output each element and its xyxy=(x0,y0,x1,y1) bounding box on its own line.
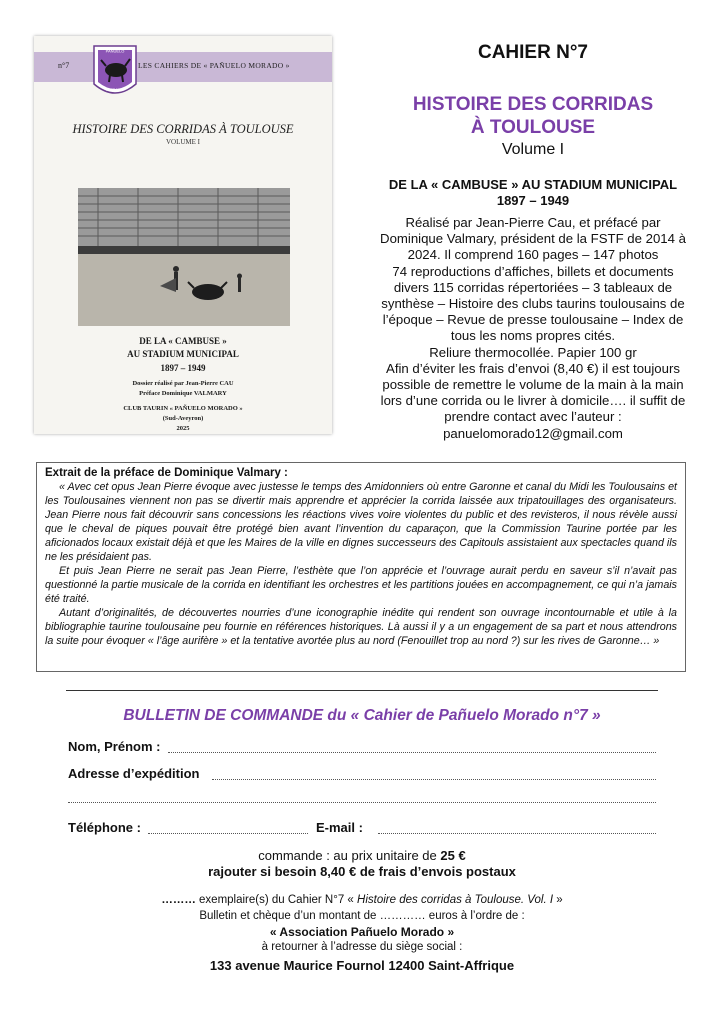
copies-text: exemplaire(s) du Cahier N°7 « xyxy=(195,894,358,906)
cover-years: 1897 – 1949 xyxy=(160,363,206,373)
cover-credit-1: Dossier réalisé par Jean-Pierre CAU xyxy=(132,380,234,387)
description-line: Reliure thermocollée. Papier 100 gr xyxy=(429,344,637,360)
address-field[interactable] xyxy=(212,779,656,780)
preface-heading: Extrait de la préface de Dominique Valmary : xyxy=(45,467,288,479)
club-logo-icon xyxy=(92,44,138,100)
preface-paragraph: Et puis Jean Pierre ne serait pas Jean Pierre, l’esthète que l’on apprécie et l’ouvrage aurait perdu en saveur s’il n’avait pas questionné la partie musicale de la corrida en identifiant les orchestres et les partitions jouées en accompagnement, ce qui n’a jamais été traité. xyxy=(45,565,677,605)
description-line: 2024. Il comprend 160 pages – 147 photos xyxy=(407,247,659,263)
main-title-line-1: HISTOIRE DES CORRIDAS xyxy=(412,94,654,115)
cover-volume: VOLUME I xyxy=(165,138,201,146)
description-line: Afin d’éviter les frais d’envoi (8,40 €) il est toujours xyxy=(386,360,680,376)
description-line: possible de remettre le volume de la main à la main xyxy=(382,377,684,393)
copies-text-end: » xyxy=(553,894,563,906)
book-description xyxy=(352,215,714,442)
description-line: prendre contact avec l’auteur : xyxy=(444,409,622,425)
cover-region: (Sud-Aveyron) xyxy=(162,415,204,422)
head-office-address: 133 avenue Maurice Fournol 12400 Saint-Affrique xyxy=(209,958,515,973)
cover-club: CLUB TAURIN « PAÑUELO MORADO » xyxy=(123,405,243,412)
order-form-title: BULLETIN DE COMMANDE du « Cahier de Pañuelo Morado n°7 » xyxy=(123,707,601,724)
cover-series: LES CAHIERS DE « PAÑUELO MORADO » xyxy=(138,61,290,70)
arena-photo xyxy=(78,188,290,326)
description-line: lors d’une corrida ou le livrer à domicile…. il suffit de xyxy=(380,393,686,409)
description-line: l’époque – Revue de presse toulousaine – Index de xyxy=(382,312,684,328)
volume-label: Volume I xyxy=(501,141,565,158)
description-line: synthèse – Histoire des clubs taurins toulousains de xyxy=(381,296,685,312)
unit-price: 25 € xyxy=(440,848,466,863)
subtitle-line-2: 1897 – 1949 xyxy=(496,193,570,208)
address-field-line-2[interactable] xyxy=(68,802,656,803)
cahier-number: CAHIER N°7 xyxy=(477,42,588,63)
association-name: « Association Pañuelo Morado » xyxy=(269,925,455,939)
phone-label: Téléphone : xyxy=(68,820,141,835)
description-line: 74 reproductions d’affiches, billets et documents xyxy=(392,263,674,279)
cover-credit-2: Préface Dominique VALMARY xyxy=(139,390,227,397)
shipping-line: rajouter si besoin 8,40 € de frais d’envois postaux xyxy=(208,864,516,879)
phone-field[interactable] xyxy=(148,833,308,834)
subtitle-line-1: DE LA « CAMBUSE » AU STADIUM MUNICIPAL xyxy=(388,177,678,192)
logo-text-top: PAÑUELO xyxy=(105,48,125,54)
cover-subtitle-1: DE LA « CAMBUSE » xyxy=(139,336,227,346)
description-line: divers 115 corridas répertoriées – 3 tableaux de xyxy=(393,279,673,295)
description-line: tous les noms propres cités. xyxy=(450,328,616,344)
name-label: Nom, Prénom : xyxy=(68,739,161,754)
cover-title: HISTOIRE DES CORRIDAS À TOULOUSE xyxy=(72,122,294,136)
description-line: Réalisé par Jean-Pierre Cau, et préfacé par xyxy=(405,215,661,230)
main-title-line-2: À TOULOUSE xyxy=(470,117,596,138)
preface-box xyxy=(36,462,686,672)
separator-line xyxy=(66,690,658,691)
return-line: à retourner à l’adresse du siège social : xyxy=(261,941,463,953)
address-label: Adresse d’expédition xyxy=(68,766,200,781)
cover-year: 2025 xyxy=(176,425,190,432)
preface-paragraph: Autant d’originalités, de découvertes nourries d’une iconographie inédite qui rendent son ouvrage incontournable et utile à la bibliographie taurine toulousaine peu fournie en références historiques. Là aussi il y a un engagement de sa part et nous attendrons la suite pour évoquer « l’âge aurifère » et la tentative avortée plus au nord (Fenouillet trop au nord ?) sur les rives de Garonne… » xyxy=(45,607,677,647)
logo-text-bottom: MORADO xyxy=(106,87,124,92)
copies-book-title: Histoire des corridas à Toulouse. Vol. I xyxy=(357,894,554,906)
name-field[interactable] xyxy=(168,752,656,753)
copies-field[interactable]: ……… xyxy=(161,894,196,906)
cover-subtitle-2: AU STADIUM MUNICIPAL xyxy=(127,349,239,359)
contact-email[interactable]: panuelomorado12@gmail.com xyxy=(443,425,623,441)
price-line xyxy=(0,848,724,863)
cover-number: n°7 xyxy=(58,61,70,70)
preface-paragraph: « Avec cet opus Jean Pierre évoque avec justesse le temps des Amidonniers où entre Garonne et canal du Midi les Toulousains et les Toulousaines viennent non pas se divertir mais apprendre et apprécier la corrida laissée aux tripatouillages des organisateurs. Jean Pierre nous fait découvrir sans concessions les réactions vives voire violentes du public et des revisteros, il nous révèle aussi que le cheval de piques pouvait être protégé bien avant l’invention du caparaçon, que la Commission Taurine portée par les aficionados locaux existait déjà et que les Maires de la ville en dignes successeurs des Capitouls assistaient aux spectacles quand ils ne les présidaient pas. xyxy=(45,481,677,563)
cheque-line: Bulletin et chèque d’un montant de ………… euros à l’ordre de : xyxy=(199,910,525,922)
preface-text xyxy=(45,480,677,648)
email-field[interactable] xyxy=(378,833,656,834)
price-prefix: commande : au prix unitaire de xyxy=(258,848,441,863)
book-cover xyxy=(34,36,332,434)
copies-line xyxy=(0,894,724,906)
description-line: Dominique Valmary, président de la FSTF de 2014 à xyxy=(380,231,686,247)
email-label: E-mail : xyxy=(316,820,363,835)
